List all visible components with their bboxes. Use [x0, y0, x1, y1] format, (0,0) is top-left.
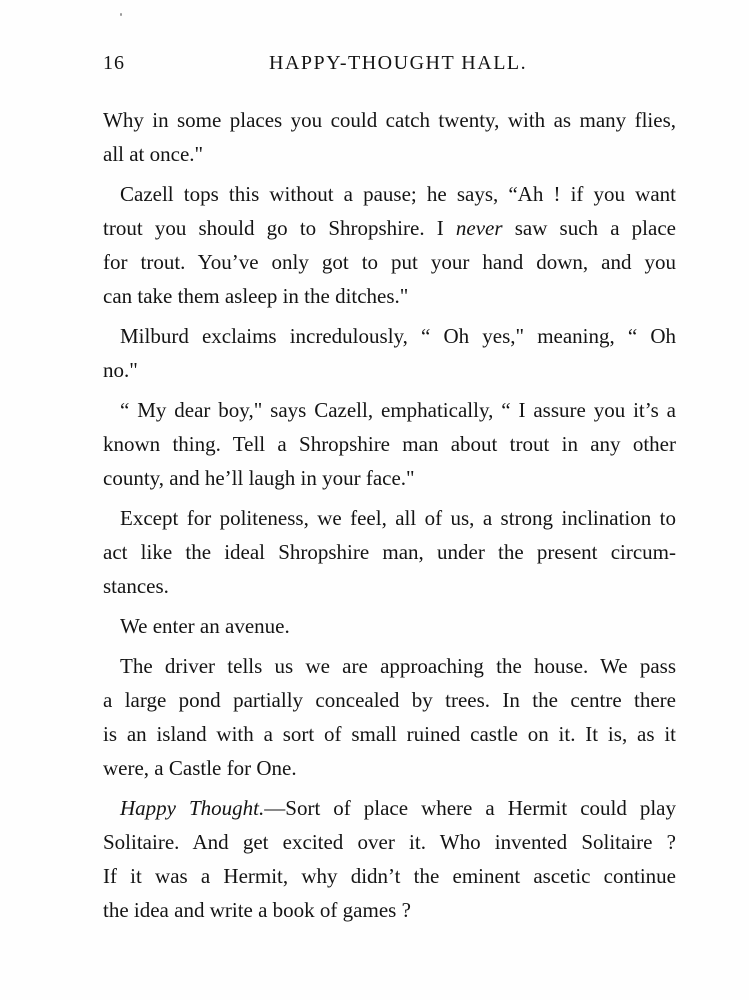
text-line: Solitaire. And get excited over it. Who invented Solitaire ?: [103, 830, 676, 854]
text-fragment: saw such a place: [502, 216, 676, 240]
text-line: the idea and write a book of games ?: [103, 898, 411, 922]
page-header: [103, 52, 676, 82]
text-line: can take them asleep in the ditches.": [103, 284, 409, 308]
text-fragment: —Sort of place where a Hermit could play: [264, 796, 677, 820]
text-line: Milburd exclaims incredulously, “ Oh yes," meaning, “ Oh: [120, 324, 676, 348]
text-line: Except for politeness, we feel, all of us, a strong inclination to: [120, 506, 676, 530]
text-line: no.": [103, 358, 138, 382]
page-number: 16: [103, 52, 125, 74]
text-line: If it was a Hermit, why didn’t the eminent ascetic continue: [103, 864, 676, 888]
text-line: Why in some places you could catch twenty, with as many flies,: [103, 108, 676, 132]
text-line: “ My dear boy," says Cazell, emphatically, “ I assure you it’s a: [120, 398, 676, 422]
text-line: for trout. You’ve only got to put your hand down, and you: [103, 250, 676, 274]
text-line: The driver tells us we are approaching the house. We pass: [120, 654, 676, 678]
running-title: HAPPY-THOUGHT HALL.: [269, 52, 528, 74]
text-line: [103, 791, 676, 825]
text-line: is an island with a sort of small ruined castle on it. It is, as it: [103, 722, 676, 746]
text-line: Cazell tops this without a pause; he says, “Ah ! if you want: [120, 182, 676, 206]
text-line: [103, 211, 676, 245]
text-line: a large pond partially concealed by trees. In the centre there: [103, 688, 676, 712]
italic-heading: Happy Thought.: [120, 796, 265, 820]
text-line: stances.: [103, 574, 169, 598]
text-line: We enter an avenue.: [120, 614, 290, 638]
text-line: county, and he’ll laugh in your face.": [103, 466, 415, 490]
text-line: all at once.": [103, 142, 204, 166]
body-text: [103, 103, 676, 927]
ink-speck: [120, 13, 122, 16]
text-fragment: trout you should go to Shropshire. I: [103, 216, 456, 240]
text-line: known thing. Tell a Shropshire man about trout in any other: [103, 432, 676, 456]
italic-word: never: [455, 216, 503, 240]
text-line: were, a Castle for One.: [103, 756, 297, 780]
text-line: act like the ideal Shropshire man, under the present circum-: [103, 540, 676, 564]
